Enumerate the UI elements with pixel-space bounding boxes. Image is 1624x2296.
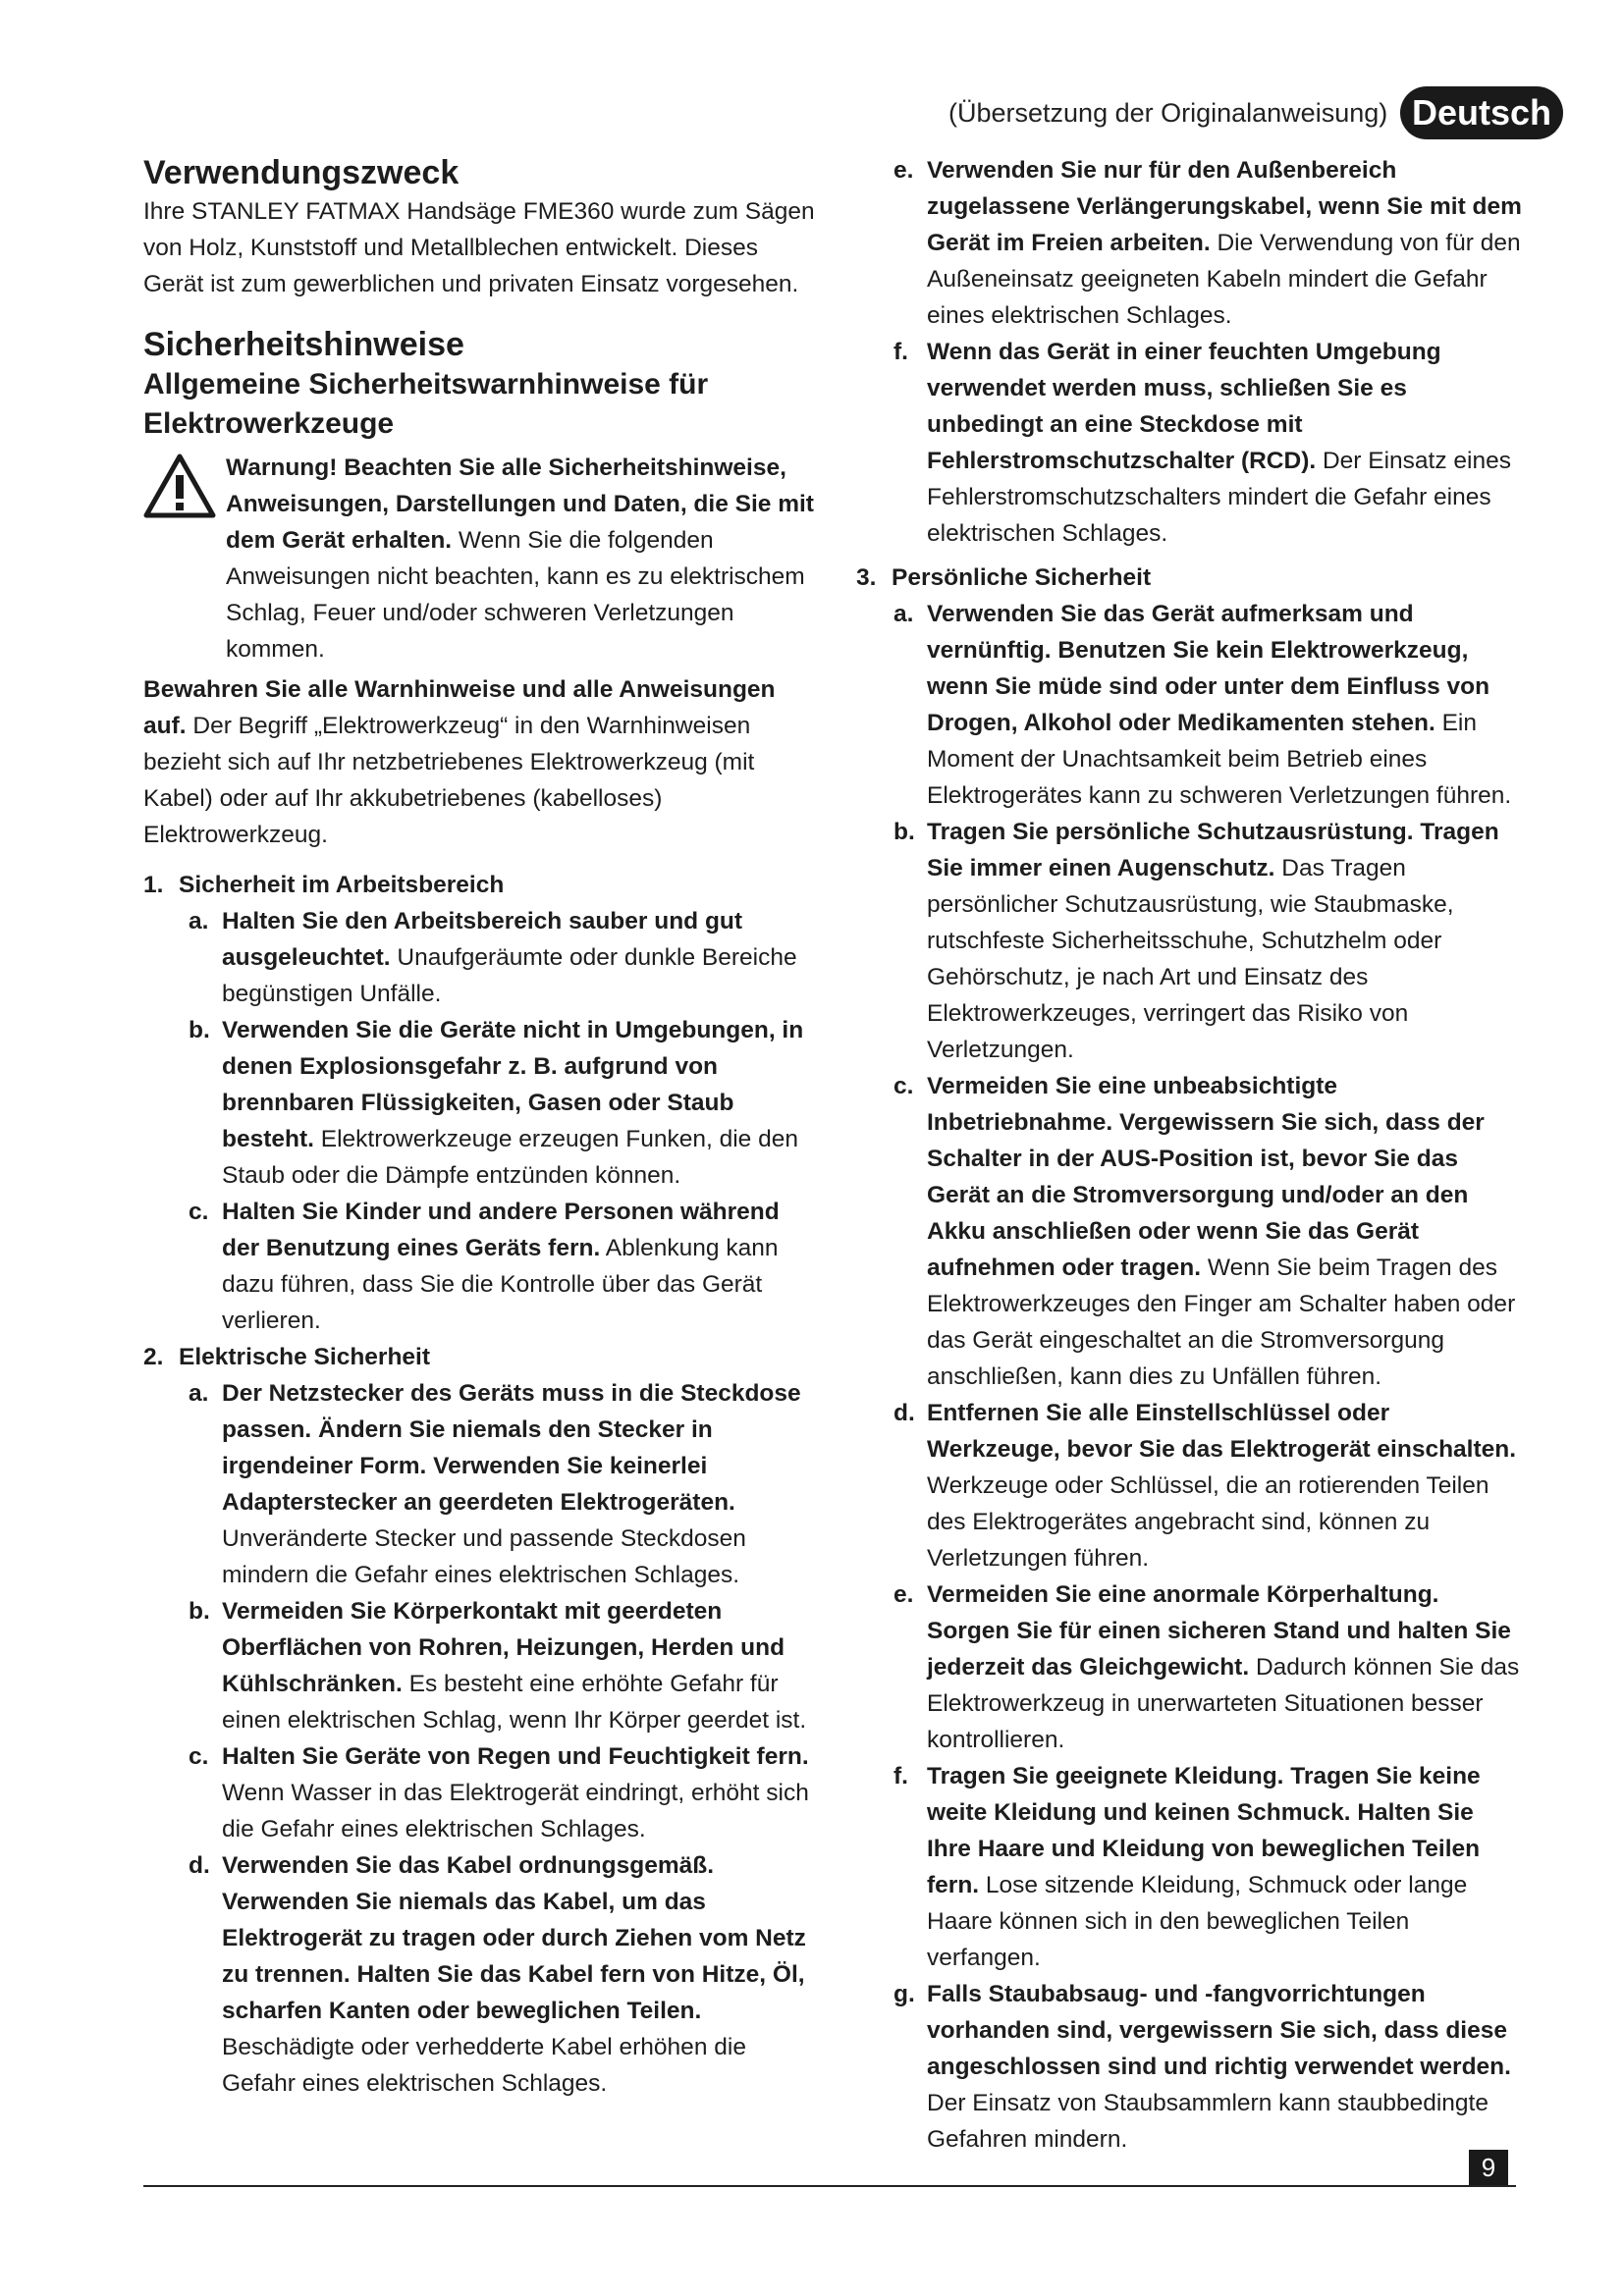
section-2-heading: [143, 1339, 815, 1375]
section-1-heading: [143, 867, 815, 903]
item-regular: Der Einsatz von Staubsammlern kann staubbedingte Gefahren mindern.: [927, 2090, 1489, 2153]
item-text: [927, 1576, 1524, 1758]
item-bold: Vermeiden Sie eine anormale Körperhaltung. Sorgen Sie für einen sicheren Stand und halten Sie jederzeit das Gleichgewicht.: [927, 1581, 1511, 1681]
item-bold: Vermeiden Sie Körperkontakt mit geerdeten Oberflächen von Rohren, Heizungen, Herden und Kühlschränken.: [222, 1598, 785, 1697]
keep-instructions-paragraph: [143, 671, 815, 853]
item-text: [927, 1976, 1524, 2158]
item-text: [927, 334, 1524, 552]
item-letter: e.: [893, 1581, 914, 1608]
item-bold: Verwenden Sie nur für den Außenbereich zugelassene Verlängerungskabel, wenn Sie mit dem Gerät im Freien arbeiten.: [927, 157, 1522, 256]
section-1-number: 1.: [143, 872, 164, 898]
item-bold: Halten Sie Geräte von Regen und Feuchtigkeit fern.: [222, 1743, 809, 1770]
item-regular: Ein Moment der Unachtsamkeit beim Betrieb eines Elektrogerätes kann zu schweren Verletzungen führen.: [927, 710, 1512, 809]
item-bold: Verwenden Sie die Geräte nicht in Umgebungen, in denen Explosionsgefahr z. B. aufgrund von brennbaren Flüssigkeiten, Gasen oder Staub besteht.: [222, 1017, 804, 1152]
item-letter: a.: [189, 1380, 209, 1407]
item-regular: Die Verwendung von für den Außeneinsatz geeigneten Kabeln mindert die Gefahr eines elektrischen Schlages.: [927, 230, 1521, 329]
right-column: [856, 152, 1524, 2158]
list-item: [143, 1375, 815, 1593]
list-item: [143, 1593, 815, 1738]
item-regular: Es besteht eine erhöhte Gefahr für einen elektrischen Schlag, wenn Ihr Körper geerdet ist.: [222, 1671, 807, 1734]
section-2-number: 2.: [143, 1344, 164, 1370]
item-regular: Lose sitzende Kleidung, Schmuck oder lange Haare können sich in den beweglichen Teilen verfangen.: [927, 1872, 1468, 1971]
item-bold: Tragen Sie geeignete Kleidung. Tragen Sie keine weite Kleidung und keinen Schmuck. Halten Sie Ihre Haare und Kleidung von beweglichen Teilen fern.: [927, 1763, 1481, 1898]
item-text: [927, 152, 1524, 334]
item-bold: Der Netzstecker des Geräts muss in die Steckdose passen. Ändern Sie niemals den Stecker in irgendeiner Form. Verwenden Sie keinerlei Adapterstecker an geerdeten Elektrogeräten.: [222, 1380, 801, 1516]
list-item: [856, 1068, 1524, 1395]
item-regular: Ablenkung kann dazu führen, dass Sie die Kontrolle über das Gerät verlieren.: [222, 1235, 779, 1334]
item-text: [927, 1758, 1524, 1976]
item-bold: Tragen Sie persönliche Schutzausrüstung. Tragen Sie immer einen Augenschutz.: [927, 819, 1499, 881]
list-item: [856, 814, 1524, 1068]
heading-usage: Verwendungszweck: [143, 154, 460, 191]
item-regular: Dadurch können Sie das Elektrowerkzeug in unerwarteten Situationen besser kontrollieren.: [927, 1654, 1520, 1753]
list-item: [856, 334, 1524, 552]
list-item: [856, 152, 1524, 334]
item-bold: Halten Sie Kinder und andere Personen während der Benutzung eines Geräts fern.: [222, 1199, 780, 1261]
item-letter: d.: [893, 1400, 915, 1426]
warning-block: [143, 450, 815, 667]
subheading-general-warnings: Allgemeine Sicherheitswarnhinweise für Elektrowerkzeuge: [143, 368, 709, 440]
list-item: [856, 1576, 1524, 1758]
item-regular: Beschädigte oder verhedderte Kabel erhöhen die Gefahr eines elektrischen Schlages.: [222, 2034, 746, 2097]
item-regular: Unveränderte Stecker und passende Steckdosen mindern die Gefahr eines elektrischen Schlages.: [222, 1525, 746, 1588]
item-text: [222, 1738, 815, 1847]
item-bold: Halten Sie den Arbeitsbereich sauber und gut ausgeleuchtet.: [222, 908, 743, 971]
item-regular: Unaufgeräumte oder dunkle Bereiche begünstigen Unfälle.: [222, 944, 797, 1007]
usage-paragraph: Ihre STANLEY FATMAX Handsäge FME360 wurde zum Sägen von Holz, Kunststoff und Metallblechen entwickelt. Dieses Gerät ist zum gewerblichen und privaten Einsatz vorgesehen.: [143, 198, 815, 297]
item-letter: b.: [189, 1598, 210, 1625]
item-bold: Wenn das Gerät in einer feuchten Umgebung verwendet werden muss, schließen Sie es unbedingt an eine Steckdose mit Fehlerstromschutzschalter (RCD).: [927, 339, 1441, 474]
item-letter: e.: [893, 157, 914, 184]
item-letter: f.: [893, 339, 908, 365]
list-item: [143, 903, 815, 1012]
language-badge: Deutsch: [1400, 86, 1563, 139]
warning-regular: Wenn Sie die folgenden Anweisungen nicht beachten, kann es zu elektrischem Schlag, Feuer und/oder schweren Verletzungen kommen.: [226, 527, 805, 663]
warning-bold: Warnung! Beachten Sie alle Sicherheitshinweise, Anweisungen, Darstellungen und Daten, die Sie mit dem Gerät erhalten.: [226, 454, 814, 554]
footer-divider: [143, 2185, 1516, 2187]
item-bold: Entfernen Sie alle Einstellschlüssel oder Werkzeuge, bevor Sie das Elektrogerät einschalten.: [927, 1400, 1517, 1463]
item-text: [222, 1593, 815, 1738]
page-number: 9: [1469, 2150, 1508, 2185]
list-item: [856, 596, 1524, 814]
section-2-list-continued: [856, 152, 1524, 552]
item-text: [927, 1068, 1524, 1395]
item-bold: Falls Staubabsaug- und -fangvorrichtungen vorhanden sind, vergewissern Sie sich, dass diese angeschlossen sind und richtig verwendet werden.: [927, 1981, 1511, 2080]
list-item: [143, 1847, 815, 2102]
item-letter: c.: [189, 1199, 209, 1225]
item-letter: c.: [189, 1743, 209, 1770]
section-1-title: Sicherheit im Arbeitsbereich: [179, 872, 505, 898]
item-regular: Elektrowerkzeuge erzeugen Funken, die den Staub oder die Dämpfe entzünden können.: [222, 1126, 798, 1189]
header-subtitle: (Übersetzung der Originalanweisung): [948, 98, 1388, 128]
section-3-number: 3.: [856, 564, 877, 591]
item-letter: f.: [893, 1763, 908, 1789]
keep-regular: Der Begriff „Elektrowerkzeug“ in den Warnhinweisen bezieht sich auf Ihr netzbetriebenes Elektrowerkzeug (mit Kabel) oder auf Ihr akkubetriebenes (kabelloses) Elektrowerkzeug.: [143, 713, 755, 848]
item-bold: Vermeiden Sie eine unbeabsichtigte Inbetriebnahme. Vergewissern Sie sich, dass der Schalter in der AUS-Position ist, bevor Sie das Gerät an die Stromversorgung und/oder an den Akku anschließen oder wenn Sie das Gerät aufnehmen oder tragen.: [927, 1073, 1485, 1281]
section-2-title: Elektrische Sicherheit: [179, 1344, 431, 1370]
item-regular: Der Einsatz eines Fehlerstromschutzschalters mindert die Gefahr eines elektrischen Schlages.: [927, 448, 1511, 547]
item-regular: Wenn Sie beim Tragen des Elektrowerkzeuges den Finger am Schalter haben oder das Gerät eingeschaltet an die Stromversorgung anschließen, kann dies zu Unfällen führen.: [927, 1255, 1516, 1390]
item-regular: Das Tragen persönlicher Schutzausrüstung, wie Staubmaske, rutschfeste Sicherheitsschuhe, Schutzhelm oder Gehörschutz, je nach Art und Einsatz des Elektrowerkzeuges, verringert das Risiko von Verletzungen.: [927, 855, 1454, 1063]
item-text: [927, 1395, 1524, 1576]
list-item: [856, 1395, 1524, 1576]
section-2-list: [143, 1375, 815, 2102]
item-letter: b.: [893, 819, 915, 845]
list-item: [143, 1738, 815, 1847]
item-bold: Verwenden Sie das Gerät aufmerksam und vernünftig. Benutzen Sie kein Elektrowerkzeug, wenn Sie müde sind oder unter dem Einfluss von Drogen, Alkohol oder Medikamenten stehen.: [927, 601, 1490, 736]
item-text: [927, 814, 1524, 1068]
item-letter: c.: [893, 1073, 914, 1099]
section-3-heading: [856, 560, 1524, 596]
item-text: [222, 1375, 815, 1593]
section-1-list: [143, 903, 815, 1339]
item-letter: a.: [893, 601, 914, 627]
warning-text: [226, 450, 815, 667]
item-text: [927, 596, 1524, 814]
section-3-list: [856, 596, 1524, 2158]
left-column: [143, 152, 815, 2102]
heading-safety: Sicherheitshinweise: [143, 326, 464, 363]
item-regular: Werkzeuge oder Schlüssel, die an rotierenden Teilen des Elektrogerätes angebracht sind, können zu Verletzungen führen.: [927, 1472, 1489, 1572]
keep-bold: Bewahren Sie alle Warnhinweise und alle Anweisungen auf.: [143, 676, 776, 739]
list-item: [143, 1012, 815, 1194]
item-regular: Wenn Wasser in das Elektrogerät eindringt, erhöht sich die Gefahr eines elektrischen Schlages.: [222, 1780, 809, 1842]
list-item: [856, 1758, 1524, 1976]
item-letter: a.: [189, 908, 209, 934]
warning-triangle-icon: [143, 450, 226, 667]
section-3-title: Persönliche Sicherheit: [892, 564, 1152, 591]
item-letter: g.: [893, 1981, 915, 2007]
list-item: [856, 1976, 1524, 2158]
item-text: [222, 903, 815, 1012]
item-text: [222, 1847, 815, 2102]
item-text: [222, 1194, 815, 1339]
item-letter: b.: [189, 1017, 210, 1043]
item-letter: d.: [189, 1852, 210, 1879]
item-text: [222, 1012, 815, 1194]
list-item: [143, 1194, 815, 1339]
item-bold: Verwenden Sie das Kabel ordnungsgemäß. Verwenden Sie niemals das Kabel, um das Elektrogerät zu tragen oder durch Ziehen vom Netz zu trennen. Halten Sie das Kabel fern von Hitze, Öl, scharfen Kanten oder beweglichen Teilen.: [222, 1852, 806, 2024]
